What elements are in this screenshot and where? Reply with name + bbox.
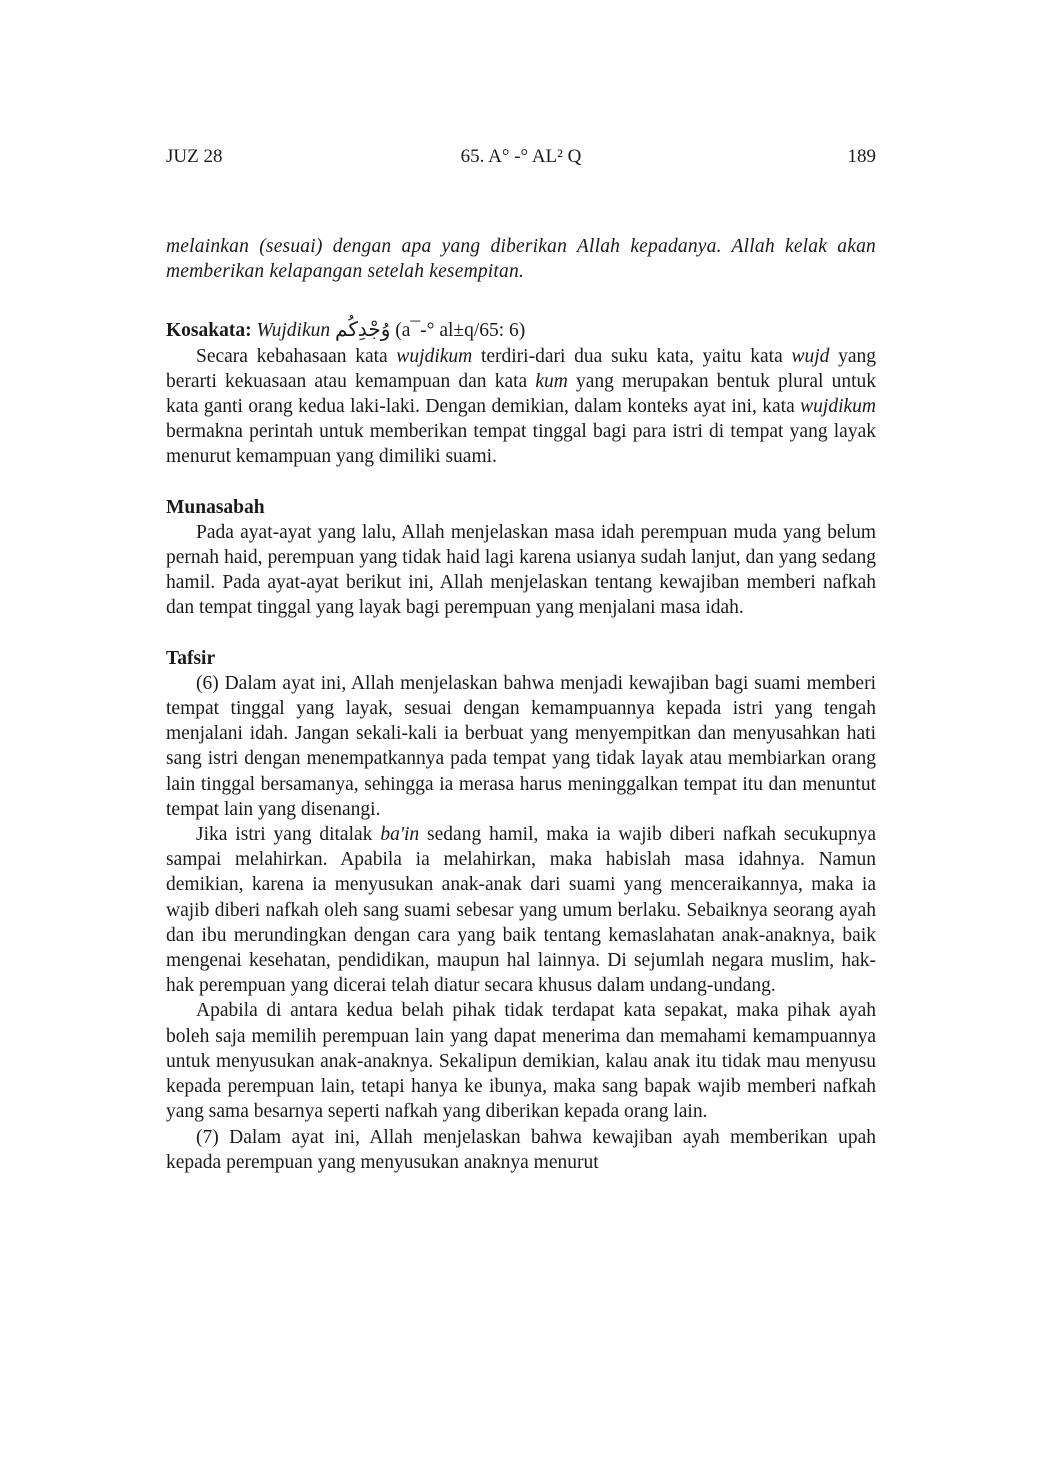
kosakata-term: Wujdikun [256,320,331,342]
kosakata-paragraph [166,344,876,470]
text-span: yang berarti kekuasaan atau kemampuan dan kata [166,345,876,392]
text-span: yang merupakan bentuk plural untuk kata ganti orang kedua laki-laki. Dengan demikian, dalam konteks ayat ini, kata [166,370,876,418]
munasabah-heading: Munasabah [166,496,265,518]
page-number: 189 [847,146,876,167]
tafsir-paragraph-2 [166,822,876,998]
tafsir-heading: Tafsir [166,647,216,669]
kosakata-reference: (a¯-° al±q/65: 6) [395,320,526,342]
page-body [166,234,876,1175]
surah-title: 65. A° -° AL² Q [460,146,582,167]
italic-term: wujd [791,345,830,367]
italic-term: wujdikum [800,396,876,418]
juz-label: JUZ 28 [166,146,223,167]
intro-paragraph: melainkan (sesuai) dengan apa yang diberikan Allah kepadanya. Allah kelak akan memberikan kelapangan setelah kesempitan. [166,236,876,283]
page-header [166,146,876,172]
text-span: Jika istri yang ditalak [196,824,381,846]
kosakata-line [166,317,876,343]
text-span: Secara kebahasaan kata [196,345,397,367]
tafsir-paragraph-4: (7) Dalam ayat ini, Allah menjelaskan bahwa kewajiban ayah memberikan upah kepada perempuan yang menyusukan anaknya menurut [166,1126,876,1173]
italic-term: wujdikum [396,345,473,367]
text-span: terdiri-dari dua suku kata, yaitu kata [472,345,792,367]
arabic-term: وُجْدِكُم [335,317,391,342]
italic-term: kum [535,370,568,392]
tafsir-paragraph-1: (6) Dalam ayat ini, Allah menjelaskan bahwa menjadi kewajiban bagi suami memberi tempat tinggal yang layak, sesuai dengan kemampuannya kepada istri yang tengah menjalani idah. Jangan sekali-kali ia berbuat yang menyempitkan dan menyusahkan hati sang istri dengan menempatkannya pada tempat yang tidak layak atau membiarkan orang lain tinggal bersamanya, sehingga ia merasa harus meninggalkan tempat itu dan menuntut tempat lain yang disenangi. [166,672,876,820]
munasabah-paragraph: Pada ayat-ayat yang lalu, Allah menjelaskan masa idah perempuan muda yang belum pernah haid, perempuan yang tidak haid lagi karena usianya sudah lanjut, dan yang sedang hamil. Pada ayat-ayat berikut ini, Allah menjelaskan tentang kewajiban memberi nafkah dan tempat tinggal yang layak bagi perempuan yang menjalani masa idah. [166,521,876,619]
tafsir-paragraph-3: Apabila di antara kedua belah pihak tidak terdapat kata sepakat, maka pihak ayah boleh saja memilih perempuan lain yang dapat menerima dan memahami kemampuannya untuk menyusukan anak-anaknya. Sekalipun demikian, kalau anak itu tidak mau menyusu kepada perempuan lain, tetapi hanya ke ibunya, maka sang bapak wajib memberi nafkah yang sama besarnya seperti nafkah yang diberikan kepada orang lain. [166,1000,876,1123]
text-span: bermakna perintah untuk memberikan tempat tinggal bagi para istri di tempat yang layak menurut kemampuan yang dimiliki suami. [166,421,876,468]
text-span: sedang hamil, maka ia wajib diberi nafkah secukupnya sampai melahirkan. Apabila ia melahirkan, maka habislah masa idahnya. Namun demikian, karena ia menyusukan anak-anak dari suami yang menceraikannya, maka ia wajib diberi nafkah oleh sang suami sebesar yang umum berlaku. Sebaiknya seorang ayah dan ibu merundingkan dengan cara yang baik tentang kemaslahatan anak-anaknya, baik mengenai kesehatan, pendidikan, maupun hal lainnya. Di sejumlah negara muslim, hak-hak perempuan yang dicerai telah diatur secara khusus dalam undang-undang. [166,824,876,997]
kosakata-label: Kosakata: [166,320,252,342]
italic-term: ba'in [380,824,420,846]
